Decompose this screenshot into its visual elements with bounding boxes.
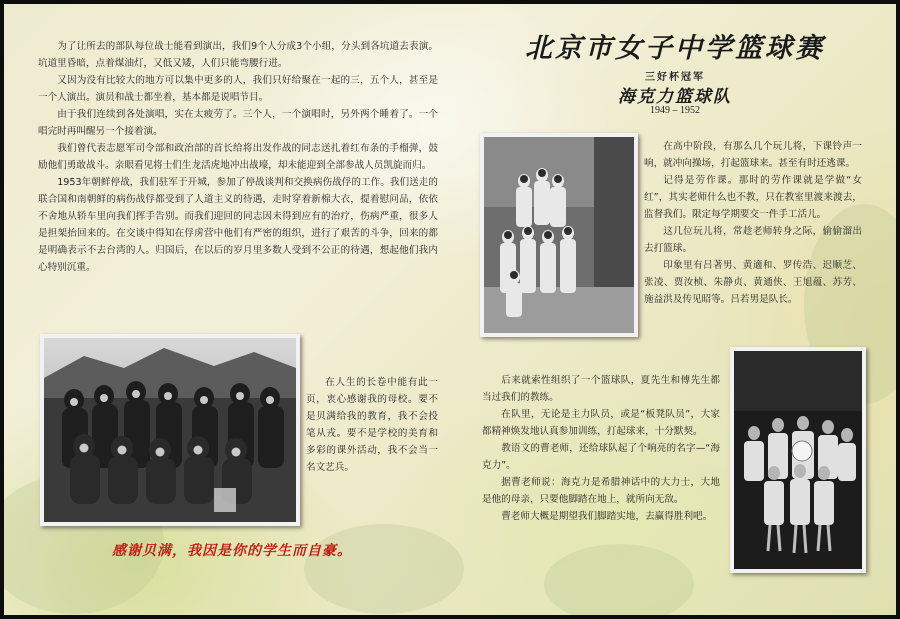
photo-team-with-ball bbox=[730, 347, 866, 573]
decorative-leaf bbox=[544, 544, 694, 615]
photo-army-troupe bbox=[40, 334, 300, 526]
paragraph: 在队里，无论是主力队员，或是“板凳队员”，大家都精神焕发地认真参加训练，打起球来，十分默契。 bbox=[482, 409, 720, 437]
paragraph: 又因为没有比较大的地方可以集中更多的人，我们只好给聚在一起的三，五个人，甚至是一个人演出。演员和战士都坐着，基本都是说唱节目。 bbox=[38, 75, 438, 103]
paragraph: 我们曾代表志愿军司令部和政治部的首长给将出发作战的同志送扎着红布条的手榴弹，鼓励他们勇敢战斗。亲眼看见将士们生龙活虎地冲出战壕，却未能迎到全部参战人员凯旋而归。 bbox=[38, 143, 438, 171]
paragraph: 后来就索性组织了一个篮球队，夏先生和傅先生都当过我们的教练。 bbox=[482, 375, 720, 403]
brochure-spread bbox=[4, 4, 896, 615]
memoir-right-top bbox=[644, 138, 862, 308]
page-subtitle-award: 三好杯冠军 bbox=[645, 72, 705, 83]
paragraph: 为了让所去的部队每位战士能看到演出，我们9个人分成3个小组，分头到各坑道去表演。坑道里昏暗，点着煤油灯，又低又矮，人们只能弯腰行进。 bbox=[38, 41, 438, 69]
paragraph: 印象里有吕著男、黄適和、罗传浩、迟顺芝、张凌、贾汝桢、朱静贞、黄通侠、王旭蕴、苏芳、施益洪及传见昭等。吕若男是队长。 bbox=[644, 260, 862, 305]
memoir-left-mid bbox=[306, 374, 438, 476]
paragraph: 这几位玩儿将，常趁老师转身之际，偷偷溜出去打篮球。 bbox=[644, 226, 862, 254]
decorative-leaf bbox=[304, 524, 464, 614]
memoir-left-top bbox=[38, 38, 438, 276]
page-subtitle-team: 海克力篮球队 bbox=[618, 87, 732, 107]
memoir-right-mid bbox=[482, 372, 720, 525]
paragraph: 教语文的曹老师，还给球队起了个响亮的名字—“海克力”。 bbox=[482, 443, 720, 471]
photo-army-troupe-image bbox=[44, 338, 296, 522]
photo-basketball-team bbox=[480, 133, 638, 337]
photo-basketball-team-image bbox=[484, 137, 634, 333]
page-years: 1949 – 1952 bbox=[650, 105, 700, 116]
paragraph: 曹老师大概是期望我们脚踏实地，去赢得胜利吧。 bbox=[501, 511, 713, 522]
paragraph: 据曹老师说：海克力是希腊神话中的大力士，大地是他的母亲，只要他脚踏在地上，就所向无敌。 bbox=[482, 477, 720, 505]
thanks-line: 感谢贝满，我因是你的学生而自豪。 bbox=[112, 543, 352, 559]
paragraph: 记得是劳作课。那时的劳作课就是学做“女红”，其实老师什么也不教，只在教室里渡来渡去，监督我们。限定每学期要交一件手工活儿。 bbox=[644, 175, 862, 220]
paragraph: 在高中阶段，有那么几个玩儿将，下课铃声一响，就冲向操场，打起篮球来。甚至有时还逃课。 bbox=[644, 141, 862, 169]
page-title: 北京市女子中学篮球赛 bbox=[525, 33, 825, 64]
paragraph: 由于我们连续到各处演唱，实在太疲劳了。三个人，一个演唱时，另外两个睡着了。一个唱完时再叫醒另一个接着演。 bbox=[38, 109, 438, 137]
photo-team-with-ball-image bbox=[734, 351, 862, 569]
paragraph: 1953年朝鲜停战，我们驻军于开城，参加了停战谈判和交换病伤战俘的工作。我们送走的联合国和南朝鲜的病伤战俘都受到了人道主义的待遇，走时穿着新棉大衣，提着慰问品，依依不舍地从轿车里向我们挥手告别。而我们迎回的同志因未得到应有的治疗，伤病严重，很多人是担架抬回来的。在交谈中得知在俘虏营中他们有严密的组织，进行了艰苦的斗争，回来的都是明确表示不去台湾的人。归国后，在以后的岁月里多数人受到不公正的待遇，想起他们我内心特别沉重。 bbox=[38, 177, 438, 273]
paragraph: 在人生的长卷中能有此一页，衷心感谢我的母校。要不是贝满给我的教育，我不会投笔从戎。要不是学校的美育和多彩的课外活动，我不会当一名文艺兵。 bbox=[306, 377, 438, 473]
